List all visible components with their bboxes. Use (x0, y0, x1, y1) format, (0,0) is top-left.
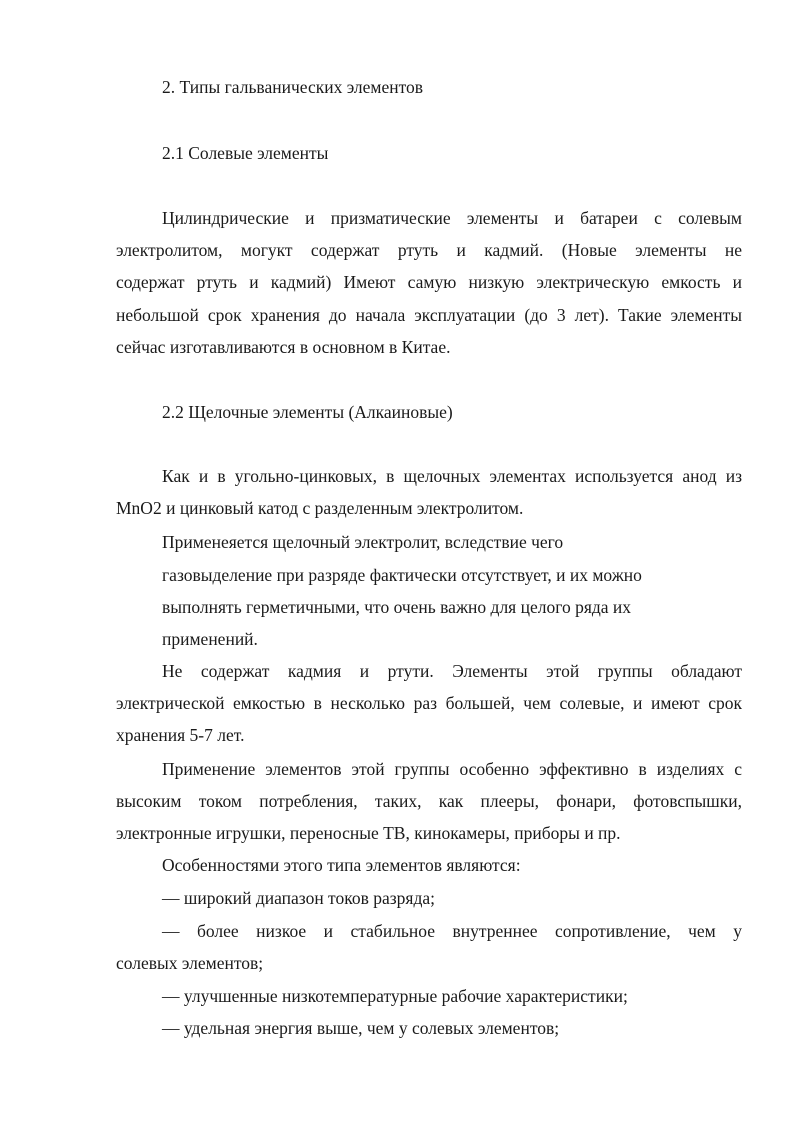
section-heading: 2. Типы гальванических элементов (162, 77, 424, 97)
paragraph-line: хранения 5-7 лет. (116, 725, 245, 745)
paragraph-line: высоким током потребления, таких, как плееры, фонари, фотовспышки, (116, 791, 742, 811)
paragraph-line: электронные игрушки, переносные ТВ, кинокамеры, приборы и пр. (116, 823, 621, 843)
paragraph-line: электрической емкостью в несколько раз большей, чем солевые, и имеют срок (116, 693, 742, 713)
list-item: — более низкое и стабильное внутреннее сопротивление, чем у (162, 921, 742, 941)
paragraph-line: Не содержат кадмия и ртути. Элементы этой группы обладают (162, 661, 742, 681)
paragraph-line: выполнять герметичными, что очень важно для целого ряда их (162, 597, 632, 617)
paragraph-line: газовыделение при разряде фактически отсутствует, и их можно (162, 565, 642, 585)
paragraph-line: Цилиндрические и призматические элементы и батареи с солевым (162, 208, 742, 228)
paragraph-line: содержат ртуть и кадмий) Имеют самую низкую электрическую емкость и (116, 272, 742, 292)
list-item: — удельная энергия выше, чем у солевых элементов; (162, 1018, 560, 1038)
subsection-heading: 2.1 Солевые элементы (162, 143, 329, 163)
paragraph-line: электролитом, могукт содержат ртуть и кадмий. (Новые элементы не (116, 240, 742, 260)
features-intro: Особенностями этого типа элементов являются: (162, 855, 521, 875)
list-item: — улучшенные низкотемпературные рабочие характеристики; (162, 986, 628, 1006)
list-item: солевых элементов; (116, 953, 264, 973)
paragraph-line: сейчас изготавливаются в основном в Китае. (116, 337, 451, 357)
paragraph-line: Как и в угольно-цинковых, в щелочных элементах используется анод из (162, 466, 742, 486)
paragraph-line: небольшой срок хранения до начала эксплуатации (до 3 лет). Такие элементы (116, 305, 742, 325)
paragraph-line: MnO2 и цинковый катод с разделенным электролитом. (116, 498, 524, 518)
paragraph-line: применений. (162, 629, 258, 649)
paragraph-line: Применение элементов этой группы особенно эффективно в изделиях с (162, 759, 742, 779)
subsection-heading: 2.2 Щелочные элементы (Алкаиновые) (162, 402, 453, 422)
list-item: — широкий диапазон токов разряда; (162, 888, 435, 908)
paragraph-line: Применеяется щелочный электролит, вследствие чего (162, 532, 564, 552)
